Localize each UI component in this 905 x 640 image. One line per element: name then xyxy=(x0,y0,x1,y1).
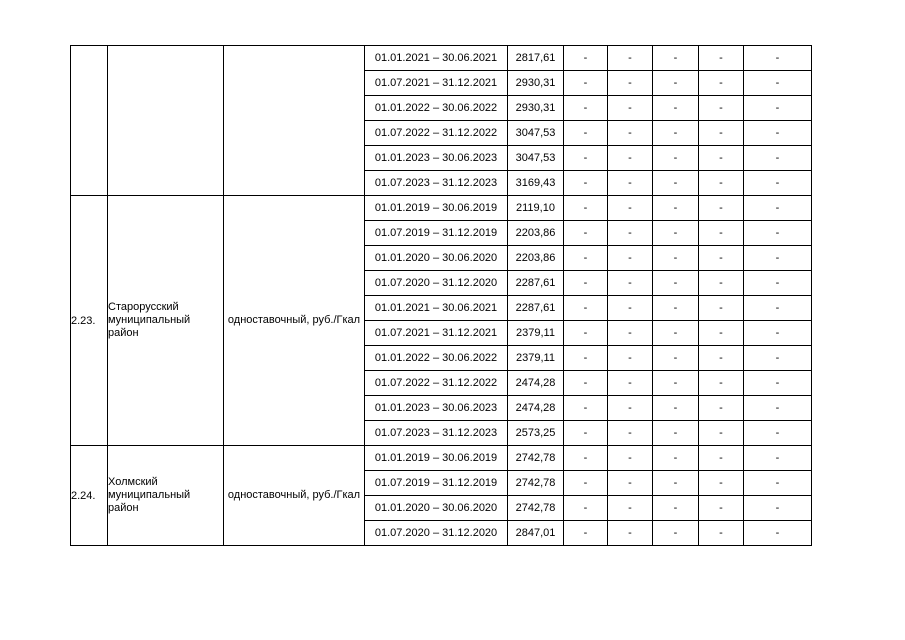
empty-value-cell: - xyxy=(744,221,812,246)
period-cell: 01.07.2023 – 31.12.2023 xyxy=(365,171,508,196)
empty-value-cell: - xyxy=(699,421,744,446)
period-cell: 01.07.2022 – 31.12.2022 xyxy=(365,371,508,396)
empty-value-cell: - xyxy=(653,146,699,171)
price-cell: 2379,11 xyxy=(508,346,564,371)
empty-value-cell: - xyxy=(653,346,699,371)
empty-value-cell: - xyxy=(744,96,812,121)
empty-value-cell: - xyxy=(699,96,744,121)
price-cell: 2287,61 xyxy=(508,296,564,321)
empty-value-cell: - xyxy=(564,46,608,71)
empty-value-cell: - xyxy=(564,321,608,346)
period-cell: 01.01.2021 – 30.06.2021 xyxy=(365,296,508,321)
empty-value-cell: - xyxy=(744,71,812,96)
empty-value-cell: - xyxy=(564,471,608,496)
period-cell: 01.01.2021 – 30.06.2021 xyxy=(365,46,508,71)
empty-value-cell: - xyxy=(744,521,812,546)
table-row xyxy=(71,46,812,71)
empty-value-cell: - xyxy=(564,71,608,96)
empty-value-cell: - xyxy=(608,521,653,546)
period-cell: 01.01.2022 – 30.06.2022 xyxy=(365,346,508,371)
empty-value-cell: - xyxy=(699,321,744,346)
period-cell: 01.07.2020 – 31.12.2020 xyxy=(365,271,508,296)
empty-value-cell: - xyxy=(653,246,699,271)
empty-value-cell: - xyxy=(744,171,812,196)
empty-value-cell: - xyxy=(699,346,744,371)
empty-value-cell: - xyxy=(744,196,812,221)
period-cell: 01.01.2022 – 30.06.2022 xyxy=(365,96,508,121)
empty-value-cell: - xyxy=(608,296,653,321)
empty-value-cell: - xyxy=(608,196,653,221)
empty-value-cell: - xyxy=(699,521,744,546)
empty-value-cell: - xyxy=(653,121,699,146)
period-cell: 01.07.2020 – 31.12.2020 xyxy=(365,521,508,546)
municipality-name xyxy=(108,46,224,196)
empty-value-cell: - xyxy=(744,321,812,346)
empty-value-cell: - xyxy=(699,46,744,71)
empty-value-cell: - xyxy=(653,221,699,246)
price-cell: 2119,10 xyxy=(508,196,564,221)
empty-value-cell: - xyxy=(564,396,608,421)
empty-value-cell: - xyxy=(608,246,653,271)
price-cell: 3047,53 xyxy=(508,146,564,171)
empty-value-cell: - xyxy=(653,396,699,421)
empty-value-cell: - xyxy=(699,71,744,96)
price-cell: 2203,86 xyxy=(508,246,564,271)
empty-value-cell: - xyxy=(564,371,608,396)
price-cell: 2379,11 xyxy=(508,321,564,346)
empty-value-cell: - xyxy=(608,371,653,396)
empty-value-cell: - xyxy=(564,196,608,221)
price-cell: 2742,78 xyxy=(508,446,564,471)
empty-value-cell: - xyxy=(699,296,744,321)
empty-value-cell: - xyxy=(744,471,812,496)
tariff-type: одноставочный, руб./Гкал xyxy=(224,196,365,446)
empty-value-cell: - xyxy=(608,96,653,121)
empty-value-cell: - xyxy=(564,446,608,471)
empty-value-cell: - xyxy=(564,96,608,121)
empty-value-cell: - xyxy=(744,371,812,396)
period-cell: 01.07.2023 – 31.12.2023 xyxy=(365,421,508,446)
empty-value-cell: - xyxy=(699,396,744,421)
price-cell: 2203,86 xyxy=(508,221,564,246)
empty-value-cell: - xyxy=(564,521,608,546)
empty-value-cell: - xyxy=(608,146,653,171)
empty-value-cell: - xyxy=(653,321,699,346)
empty-value-cell: - xyxy=(564,121,608,146)
empty-value-cell: - xyxy=(608,346,653,371)
period-cell: 01.07.2021 – 31.12.2021 xyxy=(365,71,508,96)
empty-value-cell: - xyxy=(699,471,744,496)
empty-value-cell: - xyxy=(699,171,744,196)
empty-value-cell: - xyxy=(653,471,699,496)
tariff-table xyxy=(70,45,812,546)
empty-value-cell: - xyxy=(608,121,653,146)
empty-value-cell: - xyxy=(744,121,812,146)
empty-value-cell: - xyxy=(653,296,699,321)
empty-value-cell: - xyxy=(699,221,744,246)
empty-value-cell: - xyxy=(653,71,699,96)
empty-value-cell: - xyxy=(699,146,744,171)
table-row xyxy=(71,446,812,471)
empty-value-cell: - xyxy=(653,496,699,521)
period-cell: 01.01.2023 – 30.06.2023 xyxy=(365,396,508,421)
period-cell: 01.07.2022 – 31.12.2022 xyxy=(365,121,508,146)
tariff-type: одноставочный, руб./Гкал xyxy=(224,446,365,546)
price-cell: 2847,01 xyxy=(508,521,564,546)
empty-value-cell: - xyxy=(653,371,699,396)
empty-value-cell: - xyxy=(744,421,812,446)
period-cell: 01.07.2019 – 31.12.2019 xyxy=(365,221,508,246)
tariff-type xyxy=(224,46,365,196)
municipality-name: Холмский муниципальный район xyxy=(108,446,224,546)
empty-value-cell: - xyxy=(564,146,608,171)
price-cell: 2742,78 xyxy=(508,496,564,521)
price-cell: 2930,31 xyxy=(508,96,564,121)
empty-value-cell: - xyxy=(608,396,653,421)
empty-value-cell: - xyxy=(564,271,608,296)
period-cell: 01.01.2020 – 30.06.2020 xyxy=(365,496,508,521)
empty-value-cell: - xyxy=(699,121,744,146)
empty-value-cell: - xyxy=(608,46,653,71)
municipality-name: Старорусский муниципальный район xyxy=(108,196,224,446)
empty-value-cell: - xyxy=(608,221,653,246)
empty-value-cell: - xyxy=(699,271,744,296)
empty-value-cell: - xyxy=(564,496,608,521)
empty-value-cell: - xyxy=(744,271,812,296)
empty-value-cell: - xyxy=(653,46,699,71)
empty-value-cell: - xyxy=(653,421,699,446)
empty-value-cell: - xyxy=(744,46,812,71)
price-cell: 2474,28 xyxy=(508,396,564,421)
price-cell: 2573,25 xyxy=(508,421,564,446)
empty-value-cell: - xyxy=(608,271,653,296)
empty-value-cell: - xyxy=(699,446,744,471)
table-row xyxy=(71,196,812,221)
empty-value-cell: - xyxy=(608,446,653,471)
period-cell: 01.01.2023 – 30.06.2023 xyxy=(365,146,508,171)
empty-value-cell: - xyxy=(744,446,812,471)
empty-value-cell: - xyxy=(744,296,812,321)
tariff-table-body xyxy=(71,46,812,546)
empty-value-cell: - xyxy=(608,71,653,96)
period-cell: 01.01.2020 – 30.06.2020 xyxy=(365,246,508,271)
empty-value-cell: - xyxy=(744,396,812,421)
empty-value-cell: - xyxy=(744,246,812,271)
price-cell: 2287,61 xyxy=(508,271,564,296)
empty-value-cell: - xyxy=(564,221,608,246)
empty-value-cell: - xyxy=(653,521,699,546)
empty-value-cell: - xyxy=(608,496,653,521)
empty-value-cell: - xyxy=(653,271,699,296)
period-cell: 01.07.2021 – 31.12.2021 xyxy=(365,321,508,346)
empty-value-cell: - xyxy=(653,96,699,121)
empty-value-cell: - xyxy=(564,171,608,196)
price-cell: 2474,28 xyxy=(508,371,564,396)
price-cell: 2930,31 xyxy=(508,71,564,96)
price-cell: 3169,43 xyxy=(508,171,564,196)
empty-value-cell: - xyxy=(608,321,653,346)
empty-value-cell: - xyxy=(608,471,653,496)
empty-value-cell: - xyxy=(699,196,744,221)
empty-value-cell: - xyxy=(744,496,812,521)
empty-value-cell: - xyxy=(608,421,653,446)
empty-value-cell: - xyxy=(653,446,699,471)
empty-value-cell: - xyxy=(564,421,608,446)
empty-value-cell: - xyxy=(608,171,653,196)
empty-value-cell: - xyxy=(699,246,744,271)
empty-value-cell: - xyxy=(699,371,744,396)
price-cell: 3047,53 xyxy=(508,121,564,146)
item-number: 2.23. xyxy=(71,196,108,446)
item-number xyxy=(71,46,108,196)
price-cell: 2742,78 xyxy=(508,471,564,496)
period-cell: 01.01.2019 – 30.06.2019 xyxy=(365,446,508,471)
period-cell: 01.07.2019 – 31.12.2019 xyxy=(365,471,508,496)
empty-value-cell: - xyxy=(564,346,608,371)
period-cell: 01.01.2019 – 30.06.2019 xyxy=(365,196,508,221)
empty-value-cell: - xyxy=(653,171,699,196)
empty-value-cell: - xyxy=(564,296,608,321)
item-number: 2.24. xyxy=(71,446,108,546)
empty-value-cell: - xyxy=(744,346,812,371)
price-cell: 2817,61 xyxy=(508,46,564,71)
empty-value-cell: - xyxy=(653,196,699,221)
empty-value-cell: - xyxy=(744,146,812,171)
empty-value-cell: - xyxy=(699,496,744,521)
empty-value-cell: - xyxy=(564,246,608,271)
